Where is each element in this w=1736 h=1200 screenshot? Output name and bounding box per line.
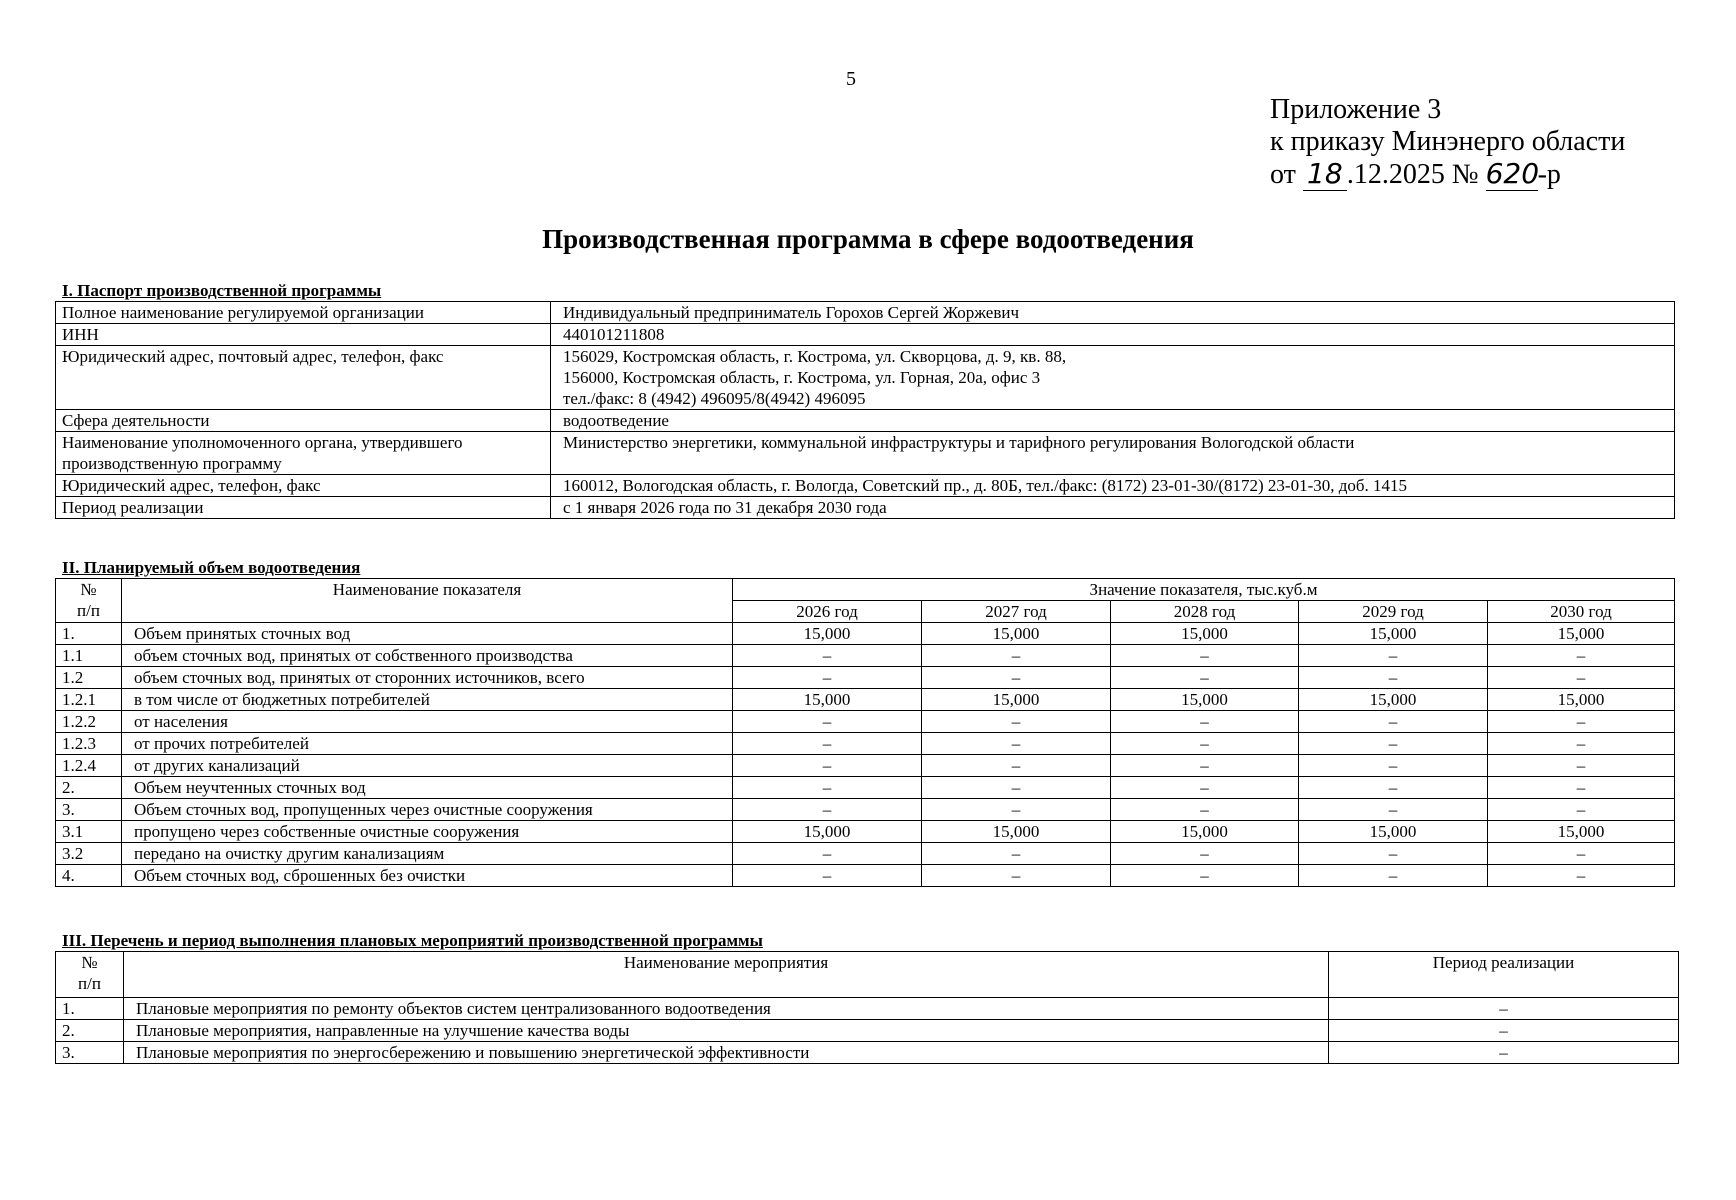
indicator-value: – [1488,733,1675,755]
indicator-value: – [733,733,922,755]
indicator-value: – [1111,733,1299,755]
passport-value-line: тел./факс: 8 (4942) 496095/8(4942) 496095 [563,389,866,408]
date-prefix: от [1270,159,1296,190]
row-number: 3. [56,799,122,821]
passport-row [56,410,1675,432]
passport-label: Юридический адрес, телефон, факс [56,475,551,497]
measure-name: Плановые мероприятия, направленные на улучшение качества воды [124,1020,1329,1042]
col-period-header: Период реализации [1329,952,1679,998]
indicator-value: 15,000 [1299,623,1488,645]
row-number: 1.2 [56,667,122,689]
indicator-name: Объем сточных вод, сброшенных без очистки [122,865,733,887]
measure-row [56,1020,1679,1042]
passport-row [56,324,1675,346]
measure-period: – [1329,1042,1679,1064]
indicator-value: – [922,733,1111,755]
indicator-value: – [1299,733,1488,755]
measure-period: – [1329,998,1679,1020]
indicator-value: – [1299,865,1488,887]
indicator-value: – [733,799,922,821]
indicator-value: – [1299,777,1488,799]
passport-row [56,475,1675,497]
indicator-value: – [1111,667,1299,689]
measures-table [55,951,1679,1064]
col-number-header: № п/п [56,952,124,998]
indicator-name: Объем принятых сточных вод [122,623,733,645]
indicator-value: – [922,843,1111,865]
row-number: 3.2 [56,843,122,865]
passport-value-line: Индивидуальный предприниматель Горохов Сергей Жоржевич [563,303,1020,322]
passport-label: Сфера деятельности [56,410,551,432]
appendix-title: Приложение 3 [1270,94,1442,125]
indicator-value: 15,000 [1488,623,1675,645]
passport-row [56,302,1675,324]
year-header: 2027 год [922,601,1111,623]
passport-row [56,497,1675,519]
row-number: 3.1 [56,821,122,843]
indicator-value: – [733,843,922,865]
indicator-value: – [1488,843,1675,865]
indicator-name: в том числе от бюджетных потребителей [122,689,733,711]
col-number-header: № п/п [56,579,122,623]
indicator-value: – [1299,843,1488,865]
indicator-value: 15,000 [1299,821,1488,843]
row-number: 1.1 [56,645,122,667]
row-number: 2. [56,1020,124,1042]
volume-row [56,711,1675,733]
row-number: 1. [56,998,124,1020]
indicator-value: 15,000 [1488,689,1675,711]
volume-row [56,667,1675,689]
col-value-header: Значение показателя, тыс.куб.м [733,579,1675,601]
page-number: 5 [846,68,856,90]
passport-label: Полное наименование регулируемой организации [56,302,551,324]
indicator-value: – [1111,777,1299,799]
indicator-value: – [1111,755,1299,777]
year-header: 2028 год [1111,601,1299,623]
appendix-header [1270,94,1625,191]
measure-name: Плановые мероприятия по энергосбережению и повышению энергетической эффективности [124,1042,1329,1064]
indicator-value: 15,000 [733,623,922,645]
volume-table [55,578,1675,887]
volume-row [56,623,1675,645]
passport-label: Период реализации [56,497,551,519]
row-number: 1.2.2 [56,711,122,733]
appendix-date-line [1270,158,1625,191]
row-number: 1.2.3 [56,733,122,755]
row-number: 2. [56,777,122,799]
indicator-value: 15,000 [1111,623,1299,645]
indicator-value: – [1111,843,1299,865]
indicator-value: 15,000 [1111,689,1299,711]
indicator-value: – [733,777,922,799]
volume-row [56,755,1675,777]
indicator-name: от населения [122,711,733,733]
volume-row [56,645,1675,667]
indicator-value: 15,000 [922,689,1111,711]
indicator-value: 15,000 [1488,821,1675,843]
indicator-value: – [1488,865,1675,887]
indicator-value: – [1111,865,1299,887]
indicator-value: – [1488,711,1675,733]
indicator-name: от других канализаций [122,755,733,777]
passport-value [551,475,1675,497]
year-header: 2030 год [1488,601,1675,623]
row-number: 3. [56,1042,124,1064]
indicator-value: 15,000 [922,623,1111,645]
indicator-value: – [1299,645,1488,667]
indicator-name: объем сточных вод, принятых от собственного производства [122,645,733,667]
indicator-value: – [1488,777,1675,799]
col-measure-header: Наименование мероприятия [124,952,1329,998]
passport-label-line: производственную программу [62,454,282,473]
volume-row [56,821,1675,843]
indicator-value: 15,000 [733,821,922,843]
indicator-value: – [733,667,922,689]
appendix-order-ref: к приказу Минэнерго области [1270,126,1626,157]
passport-label [56,432,551,475]
volume-row [56,777,1675,799]
passport-value [551,302,1675,324]
volume-row [56,799,1675,821]
passport-label: ИНН [56,324,551,346]
passport-label-line: Наименование уполномоченного органа, утвердившего [62,433,463,452]
indicator-value: – [1111,645,1299,667]
volume-row [56,865,1675,887]
handwritten-day: 18 [1303,158,1347,191]
number-suffix: -р [1537,159,1561,190]
row-number: 1.2.4 [56,755,122,777]
indicator-value: – [922,799,1111,821]
indicator-value: – [1299,755,1488,777]
indicator-value: 15,000 [1111,821,1299,843]
passport-value [551,497,1675,519]
passport-value [551,410,1675,432]
passport-row [56,432,1675,475]
indicator-value: – [922,865,1111,887]
indicator-value: 15,000 [1299,689,1488,711]
indicator-value: – [1111,711,1299,733]
indicator-value: – [922,667,1111,689]
section3-heading: III. Перечень и период выполнения плановых мероприятий производственной программы [62,931,763,950]
indicator-name: передано на очистку другим канализациям [122,843,733,865]
passport-value-line: Министерство энергетики, коммунальной инфраструктуры и тарифного регулирования Вологодской области [563,433,1355,452]
year-header: 2029 год [1299,601,1488,623]
indicator-name: Объем неучтенных сточных вод [122,777,733,799]
indicator-name: Объем сточных вод, пропущенных через очистные сооружения [122,799,733,821]
measure-row [56,998,1679,1020]
measure-period: – [1329,1020,1679,1042]
indicator-value: 15,000 [922,821,1111,843]
indicator-value: – [733,755,922,777]
indicator-value: – [1111,799,1299,821]
passport-value-line: с 1 января 2026 года по 31 декабря 2030 года [563,498,887,517]
measure-name: Плановые мероприятия по ремонту объектов систем централизованного водоотведения [124,998,1329,1020]
indicator-value: – [1488,667,1675,689]
indicator-value: – [1488,799,1675,821]
passport-value [551,324,1675,346]
passport-value [551,346,1675,410]
date-rest: .12.2025 № [1346,159,1479,190]
passport-row [56,346,1675,410]
indicator-value: – [1299,711,1488,733]
handwritten-number: 620 [1485,157,1540,190]
section1-heading: I. Паспорт производственной программы [62,281,382,300]
indicator-value: – [1299,799,1488,821]
indicator-value: – [922,645,1111,667]
indicator-value: – [1488,645,1675,667]
passport-table [55,301,1675,519]
indicator-value: – [733,865,922,887]
indicator-value: – [1299,667,1488,689]
row-number: 4. [56,865,122,887]
indicator-value: 15,000 [733,689,922,711]
indicator-value: – [733,645,922,667]
indicator-value: – [922,755,1111,777]
indicator-value: – [922,711,1111,733]
passport-value-line: 160012, Вологодская область, г. Вологда, Советский пр., д. 80Б, тел./факс: (8172) 23-01-30/(8172) 23-01-30, доб. 1415 [563,476,1408,495]
row-number: 1. [56,623,122,645]
volume-row [56,843,1675,865]
volume-row [56,733,1675,755]
passport-value-line: 156029, Костромская область, г. Кострома, ул. Скворцова, д. 9, кв. 88, [563,347,1067,366]
passport-value-line: 440101211808 [563,325,665,344]
indicator-value: – [1488,755,1675,777]
year-header: 2026 год [733,601,922,623]
row-number: 1.2.1 [56,689,122,711]
document-title: Производственная программа в сфере водоотведения [542,224,1194,254]
indicator-value: – [922,777,1111,799]
passport-label: Юридический адрес, почтовый адрес, телефон, факс [56,346,551,410]
indicator-name: пропущено через собственные очистные сооружения [122,821,733,843]
passport-value-line: 156000, Костромская область, г. Кострома, ул. Горная, 20а, офис 3 [563,368,1041,387]
volume-row [56,689,1675,711]
indicator-name: от прочих потребителей [122,733,733,755]
passport-value [551,432,1675,475]
passport-value-line: водоотведение [563,411,669,430]
indicator-value: – [733,711,922,733]
col-name-header: Наименование показателя [122,579,733,623]
section2-heading: II. Планируемый объем водоотведения [62,558,361,577]
measure-row [56,1042,1679,1064]
indicator-name: объем сточных вод, принятых от сторонних источников, всего [122,667,733,689]
